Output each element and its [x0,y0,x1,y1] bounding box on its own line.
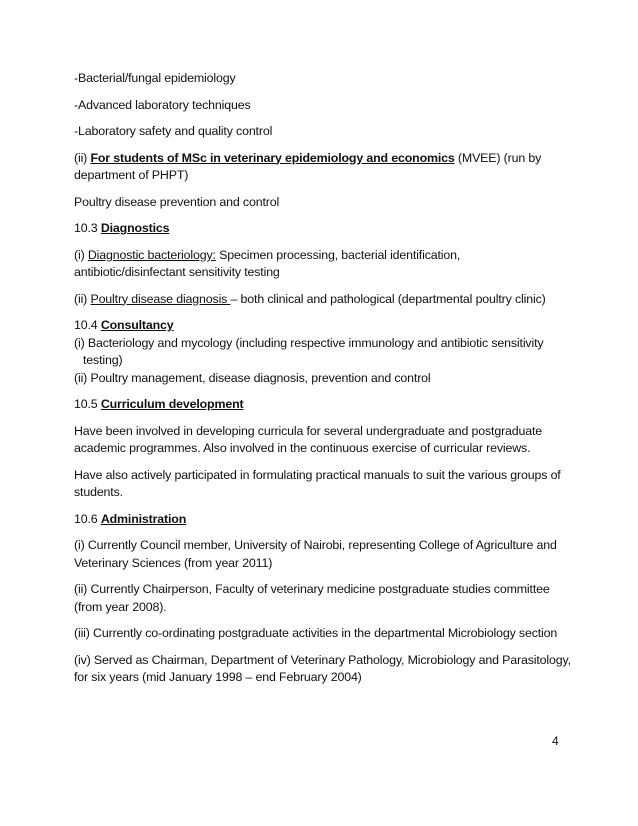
section-title: Administration [100,511,187,526]
section-number: 10.5 [74,397,101,411]
curriculum-paragraph-1: Have been involved in developing curricula for several undergraduate and postgraduate academic programmes. Also involved in the continuous exercise of curricular reviews. [74,423,543,455]
administration-item-chairperson: (ii) Currently Chairperson, Faculty of veterinary medicine postgraduate studies committee (from year 2008). [74,582,550,614]
diagnostics-item-bacteriology [74,247,574,282]
administration-item-council: (i) Currently Council member, University of Nairobi, representing College of Agriculture and Veterinary Sciences (from year 2011) [74,538,557,570]
page-number: 4 [552,734,559,748]
curriculum-paragraph-2: Have also actively participated in formulating practical manuals to suit the various groups of students. [74,467,561,499]
item-text: – both clinical and pathological (departmental poultry clinic) [230,291,546,306]
item-label: Poultry disease diagnosis [90,291,231,306]
diagnostics-item-poultry [74,291,574,309]
administration-item-chairman: (iv) Served as Chairman, Department of Veterinary Pathology, Microbiology and Parasitology, for six years (mid January 1998 – end February 2004) [74,652,571,684]
mvee-heading: For students of MSc in veterinary epidemiology and economics [90,150,455,165]
topic-lab-safety: -Laboratory safety and quality control [74,124,273,138]
section-title: Consultancy [100,318,174,332]
item-text: Specimen processing, bacterial identification, antibiotic/disinfectant sensitivity testing [74,247,461,279]
item-prefix: (i) [74,247,88,262]
section-heading-consultancy [74,317,574,335]
administration-item-postgraduate: (iii) Currently co-ordinating postgraduate activities in the departmental Microbiology section [74,626,558,640]
section-number: 10.6 [74,511,101,526]
section-heading-diagnostics [74,220,574,238]
mvee-prefix: (ii) [74,150,91,165]
mvee-rest: (MVEE) (run by department of PHPT) [74,150,542,182]
topic-poultry-disease: Poultry disease prevention and control [74,194,280,209]
section-number: 10.3 [74,221,101,235]
document-body [74,70,574,696]
mvee-paragraph [74,150,574,185]
consultancy-item-bacteriology: (i) Bacteriology and mycology (including respective immunology and antibiotic sensitivity testing) [74,335,544,367]
section-heading-administration [74,511,574,529]
consultancy-item-poultry: (ii) Poultry management, disease diagnosis, prevention and control [74,370,431,385]
item-prefix: (ii) [74,291,91,306]
item-label: Diagnostic bacteriology: [87,247,216,262]
section-heading-curriculum [74,396,574,414]
section-number: 10.4 [74,318,101,332]
section-title: Diagnostics [100,221,170,235]
topic-bacterial-fungal-epidemiology: -Bacterial/fungal epidemiology [74,71,236,85]
topic-advanced-lab-techniques: -Advanced laboratory techniques [74,97,251,112]
section-title: Curriculum development [100,397,244,411]
